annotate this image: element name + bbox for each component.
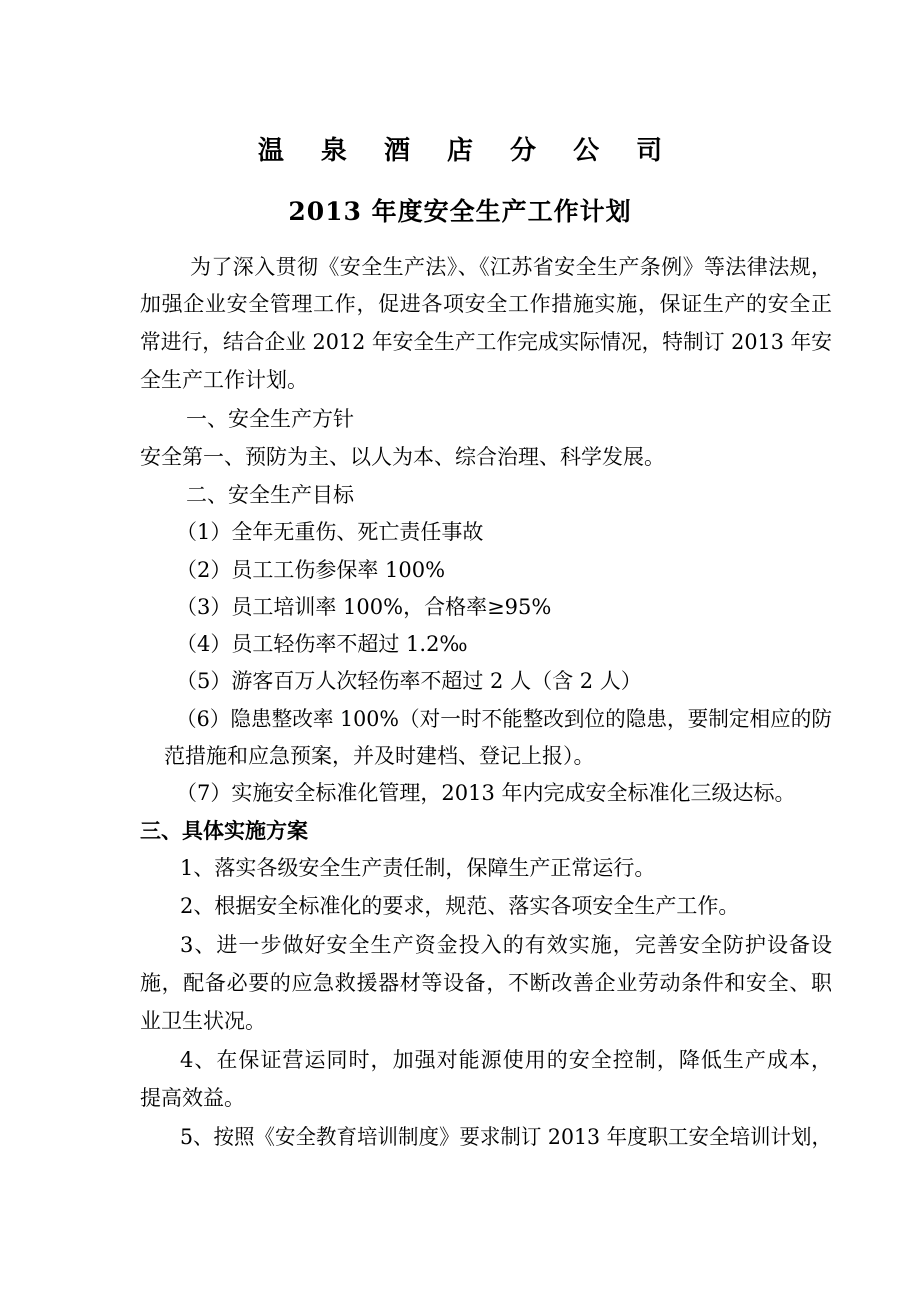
- measure-line: [140, 968, 832, 998]
- measure-item: 1、落实各级安全生产责任制，保障生产正常运行。: [180, 856, 656, 880]
- intro-line: 全生产工作计划。: [140, 368, 308, 392]
- intro-text: 常进行，结合企业 2012 年安全生产工作完成实际情况，特制订 2013 年安: [140, 330, 832, 354]
- goal-text: （6）隐患整改率 100%（对一时不能整改到位的隐患，要制定相应的防: [176, 707, 832, 731]
- measure-item: 2、根据安全标准化的要求，规范、落实各项安全生产工作。: [180, 894, 740, 918]
- measure-text: 4、在保证营运同时，加强对能源使用的安全控制，降低生产成本，: [180, 1048, 834, 1072]
- measure-line: 业卫生状况。: [140, 1009, 266, 1033]
- measure-text: 5、按照《安全教育培训制度》要求制订 2013 年度职工安全培训计划，: [180, 1125, 832, 1149]
- measure-item: [180, 1045, 832, 1075]
- goal-item: （2）员工工伤参保率 100%: [176, 558, 446, 582]
- intro-text: 为了深入贯彻《安全生产法》、《江苏省安全生产条例》等法律法规，: [190, 255, 833, 279]
- goal-item-continued: 范措施和应急预案，并及时建档、登记上报）。: [164, 744, 595, 768]
- measure-line: 提高效益。: [140, 1086, 245, 1110]
- goal-item: （1）全年无重伤、死亡责任事故: [176, 520, 484, 544]
- section2-heading: 二、安全生产目标: [186, 483, 354, 507]
- measure-item: [180, 1122, 832, 1152]
- goal-item: [176, 704, 832, 734]
- section1-text: 安全第一、预防为主、以人为本、综合治理、科学发展。: [140, 445, 665, 469]
- intro-line: [190, 252, 832, 282]
- measure-text: 施，配备必要的应急救援器材等设备，不断改善企业劳动条件和安全、职: [140, 971, 833, 995]
- goal-item: （4）员工轻伤率不超过 1.2‰: [176, 632, 468, 656]
- section3-heading: 三、具体实施方案: [140, 818, 308, 843]
- goal-item: （7）实施安全标准化管理，2013 年内完成安全标准化三级达标。: [176, 781, 796, 805]
- intro-line: [140, 327, 832, 357]
- goal-item: （5）游客百万人次轻伤率不超过 2 人（含 2 人）: [176, 669, 642, 693]
- intro-line: [140, 289, 832, 319]
- measure-text: 3、进一步做好安全生产资金投入的有效实施，完善安全防护设备设: [180, 933, 834, 957]
- plan-title: 2013 年度安全生产工作计划: [288, 197, 632, 226]
- intro-text: 加强企业安全管理工作，促进各项安全工作措施实施，保证生产的安全正: [140, 292, 833, 316]
- company-title: 温 泉 酒 店 分 公 司: [257, 136, 677, 166]
- measure-item: [180, 930, 832, 960]
- section1-heading: 一、安全生产方针: [186, 407, 354, 431]
- goal-item: （3）员工培训率 100%，合格率≥95%: [176, 595, 552, 619]
